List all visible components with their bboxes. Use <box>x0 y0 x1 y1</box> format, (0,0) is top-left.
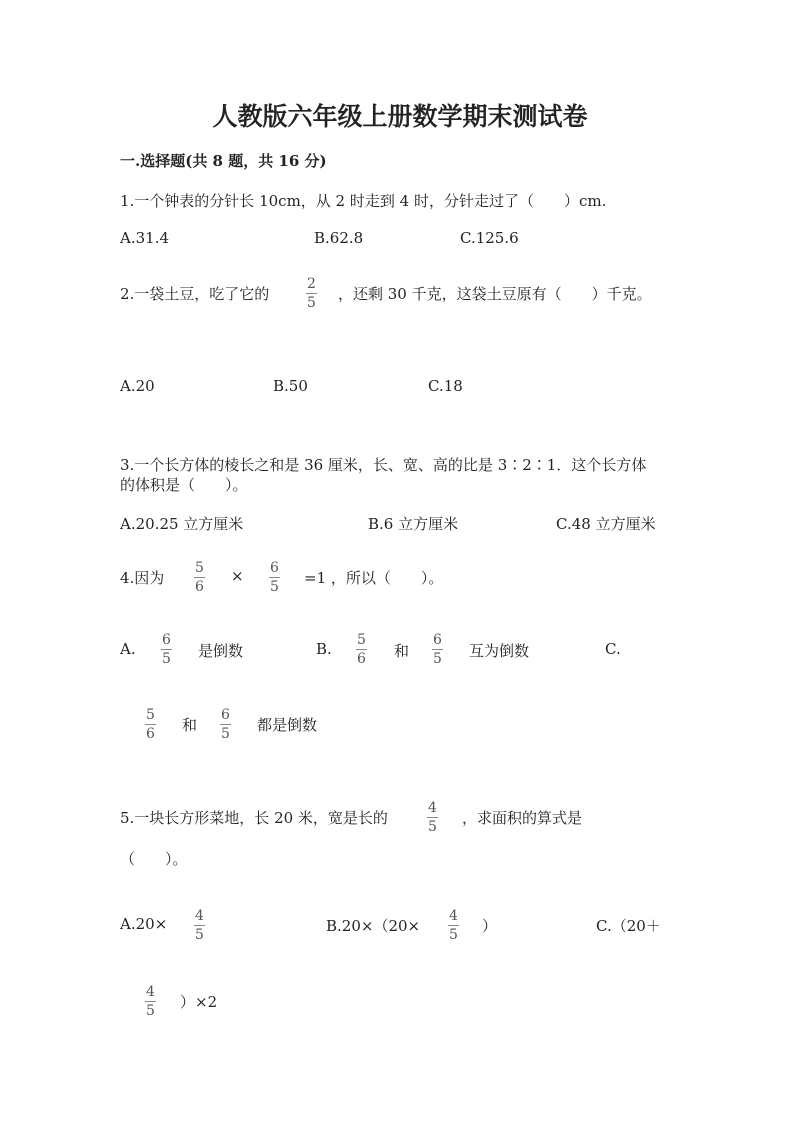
fraction-bar <box>145 724 156 725</box>
question-4-stem-end: =1 ，所以（ ）。 <box>304 569 444 587</box>
fraction-denominator: 6 <box>195 579 204 595</box>
fraction-bar <box>448 925 459 926</box>
fraction-bar <box>356 649 367 650</box>
fraction-numerator: 6 <box>162 632 171 648</box>
question-2-stem-end: ，还剩 30 千克，这袋土豆原有（ ）千克。 <box>338 285 652 303</box>
question-4-option-a-label: A. <box>120 640 136 658</box>
fraction-denominator: 5 <box>270 579 279 595</box>
fraction-denominator: 5 <box>449 927 458 943</box>
question-1-option-c: C.125.6 <box>460 229 519 247</box>
question-2-stem-start: 2.一袋土豆，吃了它的 <box>120 285 270 303</box>
question-1-stem: 1.一个钟表的分针长 10cm，从 2 时走到 4 时，分针走过了（ ）cm. <box>120 192 607 210</box>
question-4-option-c-and: 和 <box>182 716 198 734</box>
question-5-option-c-tail: ）×2 <box>180 993 218 1011</box>
fraction-denominator: 6 <box>146 726 155 742</box>
fraction-denominator: 5 <box>221 726 230 742</box>
fraction-bar <box>145 1001 156 1002</box>
question-4-option-b-and: 和 <box>394 642 410 660</box>
fraction-denominator: 5 <box>428 819 437 835</box>
fraction-bar <box>427 817 438 818</box>
question-3-option-b: B.6 立方厘米 <box>368 515 459 533</box>
fraction-denominator: 6 <box>357 651 366 667</box>
question-4-option-c-fraction-1 <box>145 707 156 742</box>
question-4-option-c-label: C. <box>605 640 621 658</box>
question-4-option-b-fraction-2 <box>432 632 443 667</box>
question-5-stem-line2: （ ）。 <box>120 850 188 868</box>
question-3-stem-line1: 3.一个长方体的棱长之和是 36 厘米，长、宽、高的比是 3∶2∶1．这个长方体 <box>120 456 647 474</box>
question-5-option-a-fraction <box>194 908 205 943</box>
fraction-bar <box>220 724 231 725</box>
fraction-numerator: 4 <box>195 908 204 924</box>
fraction-numerator: 2 <box>307 276 316 292</box>
fraction-numerator: 5 <box>146 707 155 723</box>
question-4-fraction-2 <box>269 560 280 595</box>
fraction-numerator: 4 <box>428 800 437 816</box>
question-4-option-c-fraction-2 <box>220 707 231 742</box>
question-4-stem-start: 4.因为 <box>120 569 165 587</box>
question-2-option-b: B.50 <box>273 377 308 395</box>
fraction-numerator: 6 <box>270 560 279 576</box>
question-4-option-c-text: 都是倒数 <box>257 716 318 734</box>
question-4-option-a-text: 是倒数 <box>198 642 244 660</box>
fraction-denominator: 5 <box>162 651 171 667</box>
fraction-numerator: 4 <box>146 984 155 1000</box>
question-2-option-a: A.20 <box>120 377 155 395</box>
question-3-option-a: A.20.25 立方厘米 <box>120 515 244 533</box>
question-5-option-b-text: B.20×（20× <box>326 917 421 935</box>
question-5-stem-end: ，求面积的算式是 <box>462 809 583 827</box>
page-title: 人教版六年级上册数学期末测试卷 <box>212 102 588 131</box>
question-4-option-b-fraction-1 <box>356 632 367 667</box>
question-5-stem-start: 5.一块长方形菜地，长 20 米，宽是长的 <box>120 809 388 827</box>
fraction-numerator: 5 <box>195 560 204 576</box>
fraction-numerator: 5 <box>357 632 366 648</box>
fraction-denominator: 5 <box>433 651 442 667</box>
fraction-denominator: 5 <box>307 295 316 311</box>
question-2-option-c: C.18 <box>428 377 463 395</box>
question-5-option-c-text: C.（20＋ <box>596 917 661 935</box>
fraction-bar <box>306 293 317 294</box>
fraction-numerator: 6 <box>433 632 442 648</box>
question-5-option-b-close: ） <box>482 917 498 935</box>
fraction-numerator: 4 <box>449 908 458 924</box>
question-5-option-a-text: A.20× <box>120 915 168 933</box>
question-5-option-b-fraction <box>448 908 459 943</box>
question-4-option-a-fraction <box>161 632 172 667</box>
question-5-option-c-fraction <box>145 984 156 1019</box>
fraction-bar <box>161 649 172 650</box>
question-1-option-a: A.31.4 <box>120 229 169 247</box>
fraction-bar <box>194 577 205 578</box>
fraction-denominator: 5 <box>146 1003 155 1019</box>
question-3-option-c: C.48 立方厘米 <box>556 515 656 533</box>
section-heading: 一.选择题(共 8 题，共 16 分) <box>120 152 327 170</box>
question-5-fraction <box>427 800 438 835</box>
question-4-option-b-label: B. <box>316 640 332 658</box>
question-2-fraction <box>306 276 317 311</box>
question-4-fraction-1 <box>194 560 205 595</box>
fraction-bar <box>432 649 443 650</box>
fraction-bar <box>194 925 205 926</box>
question-4-times-sign: × <box>231 567 244 585</box>
question-3-stem-line2: 的体积是（ ）。 <box>120 476 248 494</box>
question-4-option-b-text: 互为倒数 <box>469 642 530 660</box>
fraction-denominator: 5 <box>195 927 204 943</box>
question-1-option-b: B.62.8 <box>314 229 364 247</box>
fraction-numerator: 6 <box>221 707 230 723</box>
fraction-bar <box>269 577 280 578</box>
